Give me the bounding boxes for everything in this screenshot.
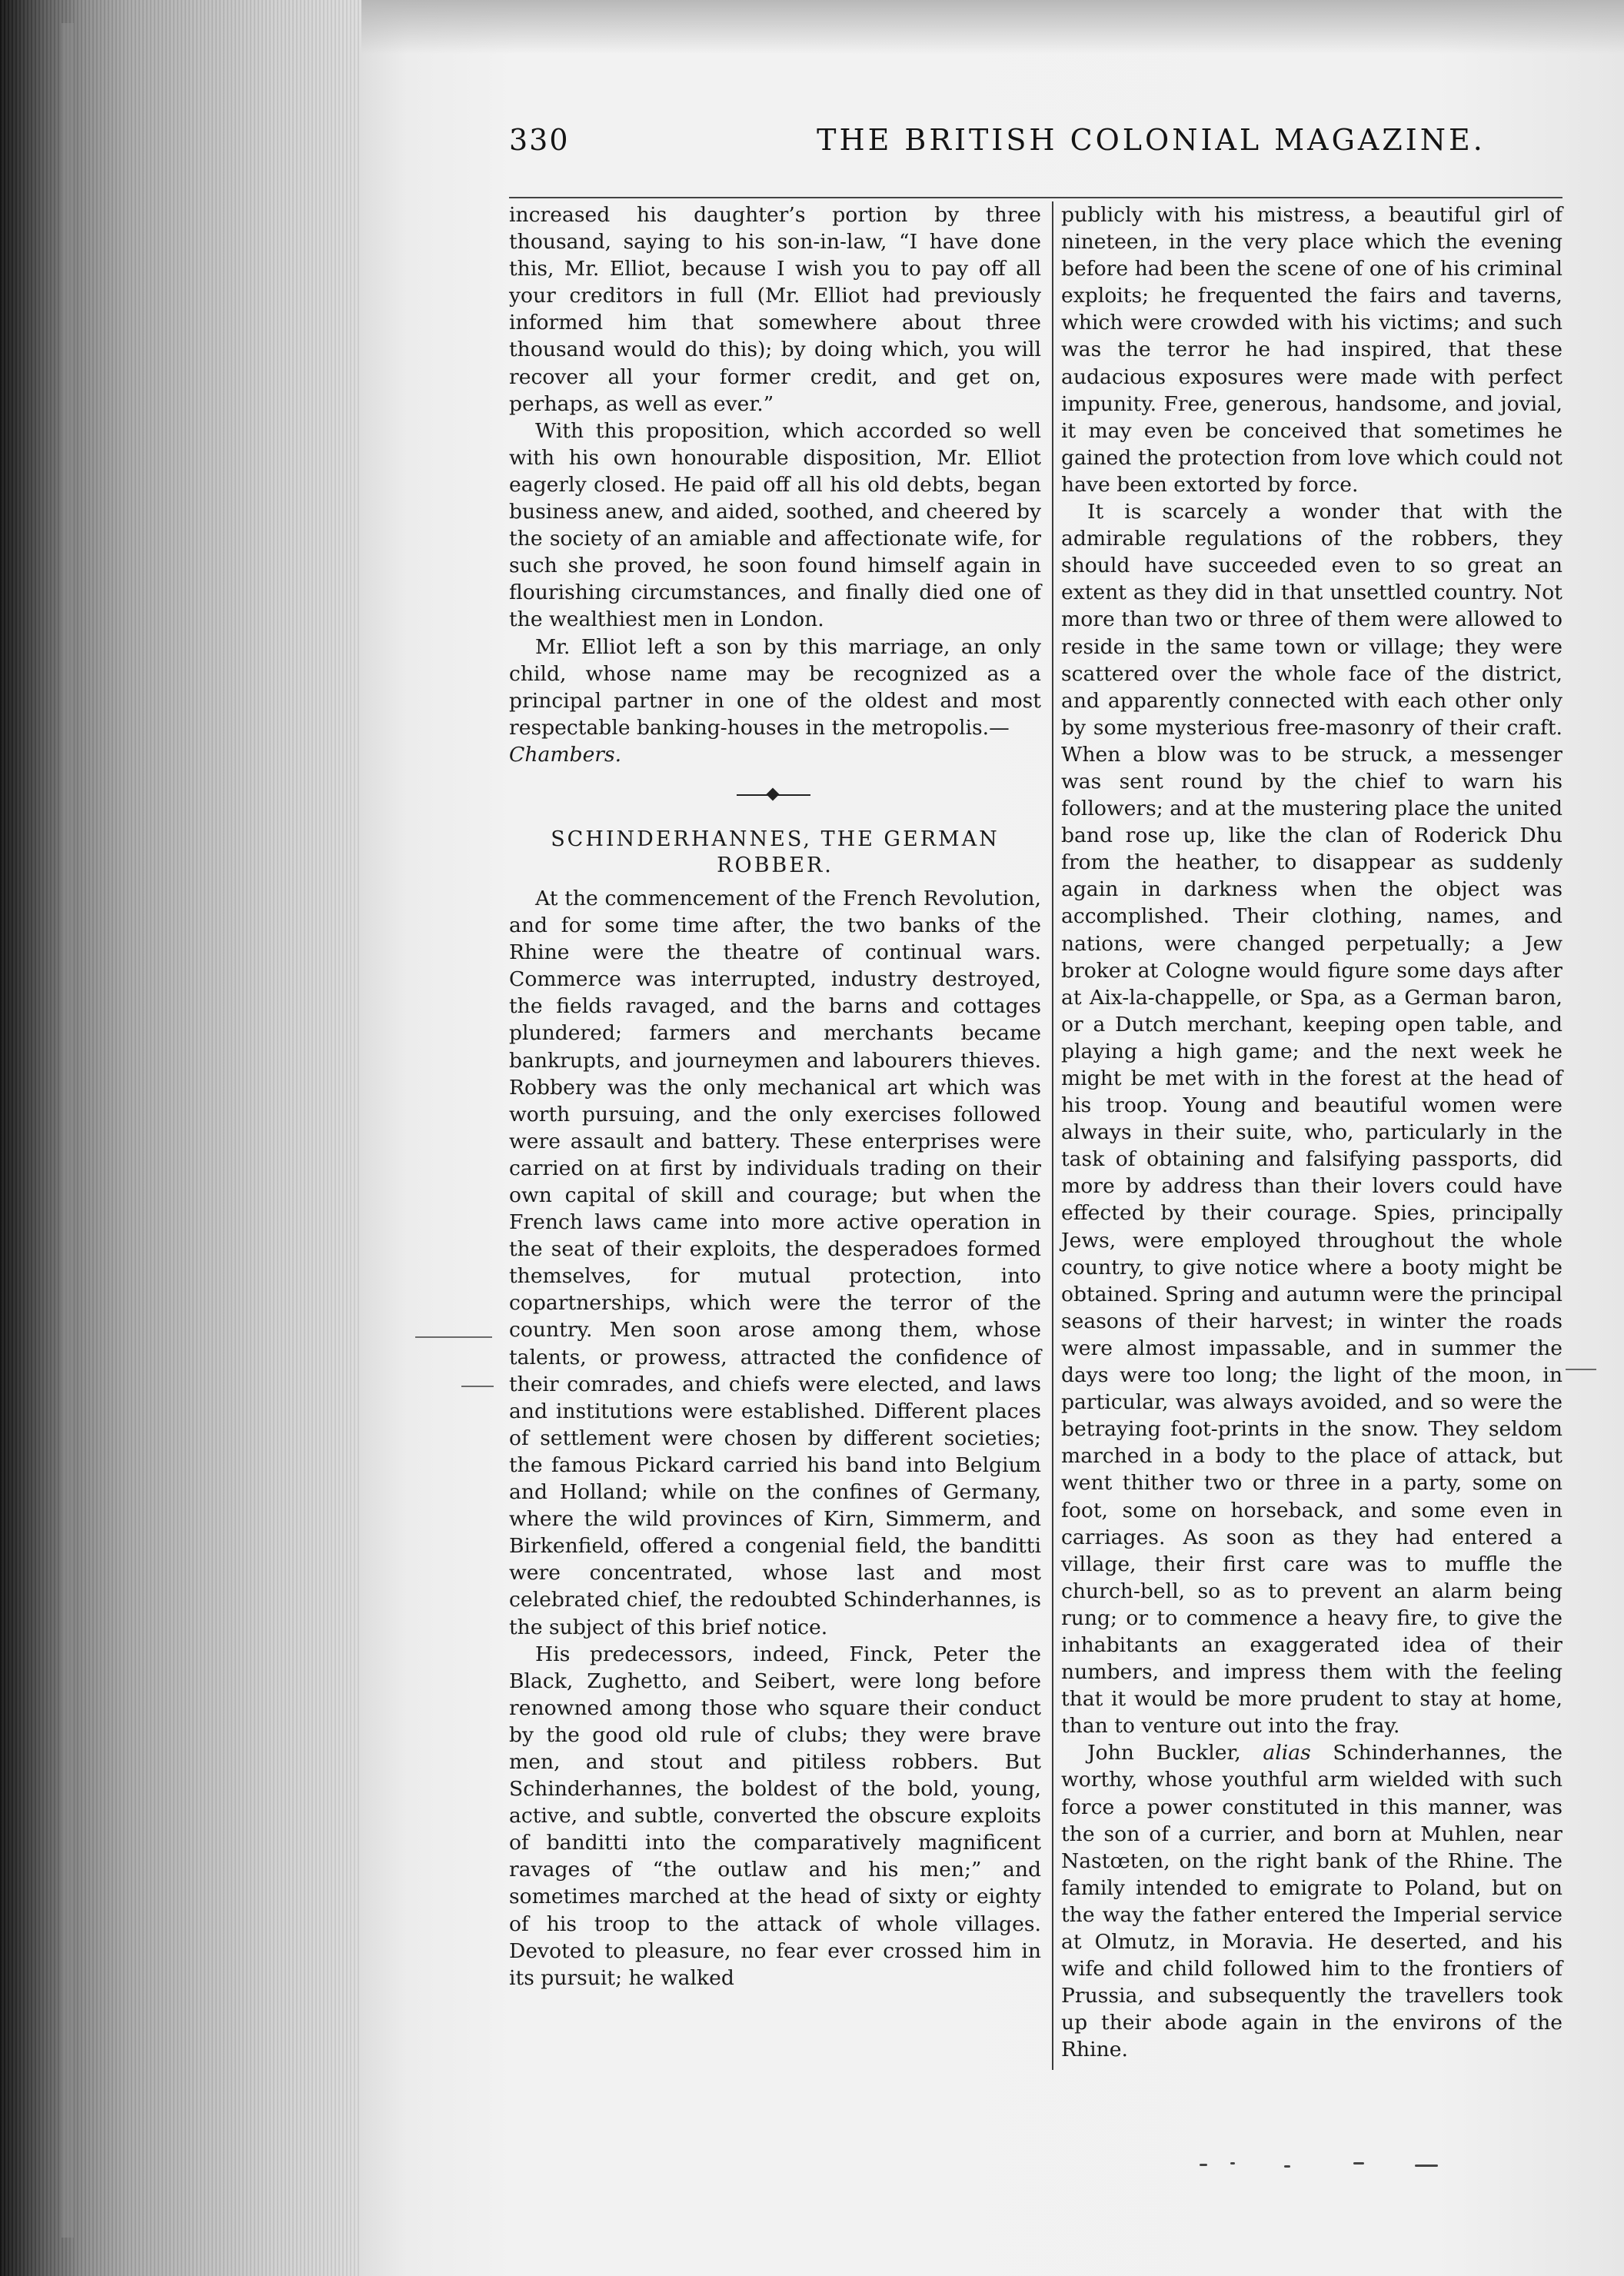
citation: Chambers.	[509, 742, 622, 767]
paragraph: With this proposition, which accorded so well with his own honourable disposition, Mr. Elliot eagerly closed. He paid off all his old debts, began business anew, and aided, soothed, and cheered by the society of an amiable and affectionate wife, for such she proved, he soon found himself again in flourishing circumstances, and finally died one of the wealthiest men in London.	[509, 418, 1041, 632]
page-top-shadow	[361, 0, 1624, 54]
margin-mark	[415, 1336, 492, 1338]
text-run: John Buckler,	[1087, 1741, 1263, 1765]
paragraph: Mr. Elliot left a son by this marriage, an only child, whose name may be recognized as a principal partner in one of the oldest and most respectable banking-houses in the metropolis.—	[509, 634, 1041, 740]
speck	[1415, 2165, 1438, 2167]
section-title-line: SCHINDERHANNES, THE GERMAN	[551, 827, 1000, 851]
paragraph: publicly with his mistress, a beautiful girl of nineteen, in the very place which the evening before had been the scene of one of his criminal exploits; he frequented the fairs and taverns, which were crowded with his victims; and such was the terror he had inspired, that these audacious exposures were made with perfect impunity. Free, generous, handsome, and jovial, it may even be conceived that sometimes he gained the protection from love which could not have been extorted by force.	[1061, 203, 1562, 497]
margin-mark	[461, 1386, 494, 1387]
speck	[1353, 2162, 1364, 2165]
column-divider	[1052, 201, 1053, 2070]
paragraph: increased his daughter’s portion by three thousand, saying to his son-in-law, “I have done this, Mr. Elliot, because I wish you to pay off all your creditors in full (Mr. Elliot had previously informed him that somewhere about three thousand would do this); by doing which, you will recover all your former credit, and get on, perhaps, as well as ever.”	[509, 203, 1041, 416]
paragraph: At the commencement of the French Revolution, and for some time after, the two banks of the Rhine were the theatre of continual wars. Commerce was interrupted, industry destroyed, the fields ravaged, and the barns and cottages plundered; farmers and merchants became bankrupts, and journeymen and labourers thieves. Robbery was the only mechanical art which was worth pursuing, and the only exercises followed were assault and battery. These enterprises were carried on at first by individuals trading on their own capital of skill and courage; but when the French laws came into more active operation in the seat of their exploits, the desperadoes formed themselves, for mutual protection, into copartnerships, which were the terror of the country. Men soon arose among them, whose talents, or prowess, attracted the confidence of their comrades, and chiefs were elected, and laws and institutions were established. Different places of settlement were chosen by different societies; the famous Pickard carried his band into Belgium and Holland; while on the confines of Germany, where the wild provinces of Kirn, Simmerm, and Birkenfield, offered a congenial field, the banditti were concentrated, whose last and most celebrated chief, the redoubted Schinderhannes, is the subject of this brief notice.	[509, 886, 1041, 1639]
speck	[1230, 2162, 1235, 2165]
margin-mark	[1566, 1369, 1596, 1370]
page-number: 330	[509, 123, 570, 157]
speck	[1200, 2164, 1207, 2166]
book-fore-edge	[0, 0, 361, 2276]
running-title: THE BRITISH COLONIAL MAGAZINE.	[817, 123, 1486, 157]
header-rule	[509, 197, 1562, 198]
italic-alias: alias	[1263, 1741, 1311, 1765]
section-title	[509, 827, 1041, 879]
spine-strip	[62, 23, 74, 2238]
speck	[1284, 2165, 1290, 2168]
fore-edge-texture	[0, 0, 361, 2276]
right-column	[1061, 201, 1562, 2063]
paragraph: His predecessors, indeed, Finck, Peter the Black, Zughetto, and Seibert, were long before renowned among those who square their conduct by the good old rule of clubs; they were brave men, and stout and pitiless robbers. But Schinderhannes, the boldest of the bold, young, active, and subtle, converted the obscure exploits of banditti into the comparatively magnificent ravages of “the outlaw and his men;” and sometimes marched at the head of sixty or eighty of his troop to the attack of whole villages. Devoted to pleasure, no fear ever crossed him in its pursuit; he walked	[509, 1642, 1041, 1990]
paragraph: It is scarcely a wonder that with the admirable regulations of the robbers, they should have succeeded even to so great an extent as they did in that unsettled country. Not more than two or three of them were allowed to reside in the same town or village; they were scattered over the whole face of the district, and apparently connected with each other only by some mysterious free-masonry of their craft. When a blow was to be struck, a messenger was sent round by the chief to warn his followers; and at the mustering place the united band rose up, like the clan of Roderick Dhu from the heather, to disappear as suddenly again in darkness when the object was accomplished. Their clothing, names, and nations, were changed perpetually; a Jew broker at Cologne would figure some days after at Aix-la-chappelle, or Spa, as a German baron, or a Dutch merchant, keeping open table, and playing a high game; and the next week he might be met with in the forest at the head of his troop. Young and beautiful women were always in their suite, who, particularly in the task of obtaining and falsifying passports, did more by address than their lovers could have effected by their courage. Spies, principally Jews, were employed throughout the whole country, to give notice where a booty might be obtained. Spring and autumn were the principal seasons of their harvest; in winter the roads were almost impassable, and in summer the days were too long; the light of the moon, in particular, was always avoided, and so were the betraying foot-prints in the snow. They seldom marched in a body to the place of attack, but went thither two or three in a party, some on foot, some on horseback, and some even in carriages. As soon as they had entered a village, their first care was to muffle the church-bell, so as to prevent an alarm being rung; or to commence a heavy fire, to give the inhabitants an exaggerated idea of their numbers, and impress them with the feeling that it would be more prudent to stay at home, than to venture out into the fray.	[1061, 500, 1562, 1739]
section-ornament	[509, 768, 1041, 822]
text-run: Schinderhannes, the worthy, whose youthful arm wielded with such force a power constituted in this manner, was the son of a currier, and born at Muhlen, near Nastœten, on the right bank of the Rhine. The family intended to emigrate to Poland, but on the way the father entered the Imperial service at Olmutz, in Moravia. He deserted, and his wife and child followed him to the frontiers of Prussia, and subsequently the travellers took up their abode again in the environs of the Rhine.	[1061, 1741, 1562, 2062]
page-header	[509, 123, 1562, 169]
left-column	[509, 201, 1041, 1992]
print-specks	[1200, 2158, 1492, 2173]
paragraph	[1061, 1739, 1562, 2063]
ornament-diamond	[767, 787, 780, 800]
section-title-line: ROBBER.	[717, 853, 834, 877]
